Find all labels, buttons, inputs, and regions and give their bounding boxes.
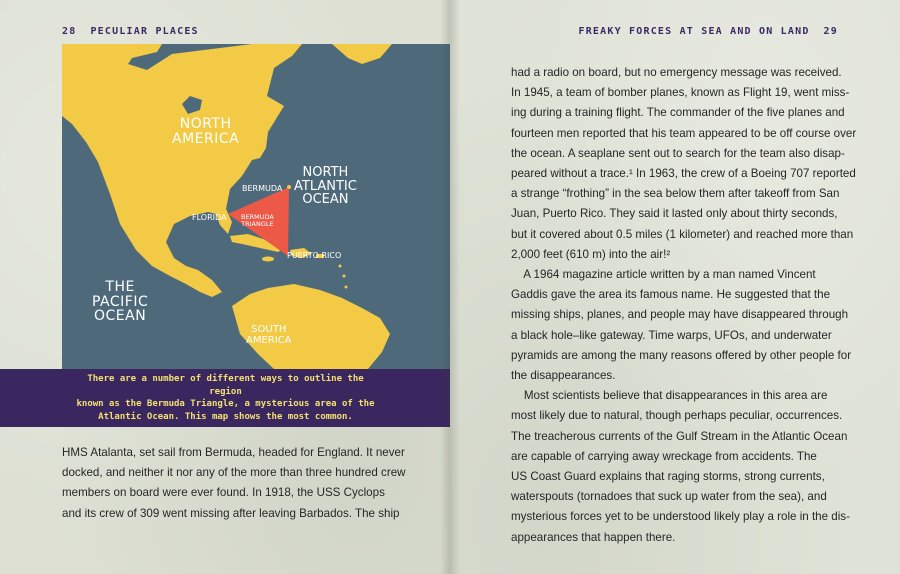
south-america-label: SOUTH AMERICA <box>246 324 292 346</box>
left-body-text <box>62 443 406 524</box>
body-line: Juan, Puerto Rico. They said it lasted only about thirty seconds, <box>511 207 838 221</box>
right-page-number: 29 <box>823 26 838 37</box>
body-line: a black hole–like gateway. Time warps, UFOs, and underwater <box>511 328 832 342</box>
right-running-title: FREAKY FORCES AT SEA AND ON LAND <box>578 26 810 37</box>
body-line: the disappearances. <box>511 369 616 383</box>
body-line: fourteen men reported that his team appeared to be off course over <box>511 126 857 140</box>
body-line: most likely due to natural, though perhaps peculiar, occurrences. <box>511 409 843 423</box>
north-america-label: NORTH AMERICA <box>172 116 240 147</box>
puerto-rico-label: PUERTO RICO <box>287 251 342 260</box>
body-line: peared without a trace.¹ In 1963, the crew of a Boeing 707 reported <box>511 167 856 181</box>
body-line: waterspouts (tornadoes that suck up water from the sea), and <box>511 490 827 504</box>
body-line: had a radio on board, but no emergency message was received. <box>511 66 842 79</box>
body-line: are capable of carrying away wreckage from accidents. The <box>511 449 817 463</box>
body-line: docked, and neither it nor any of the more than three hundred crew <box>62 466 406 480</box>
north-atlantic-label: NORTH ATLANTIC OCEAN <box>294 165 357 208</box>
book-gutter <box>440 0 460 574</box>
bermuda-marker <box>287 185 291 189</box>
map-caption <box>0 369 451 427</box>
left-running-title: PECULIAR PLACES <box>90 26 199 37</box>
body-line: pyramids are among the many reasons offered by other people for <box>511 348 852 362</box>
body-line: the ocean. A seaplane sent out to search for the team also disap- <box>511 146 845 160</box>
body-line: 2,000 feet (610 m) into the air!² <box>511 247 671 261</box>
triangle-label: BERMUDA TRIANGLE <box>241 213 274 229</box>
florida-label: FLORIDA <box>192 213 227 222</box>
body-line: Gaddis gave the area its famous name. He suggested that the <box>511 288 831 302</box>
right-running-head <box>578 26 838 37</box>
body-line: appearances that happen there. <box>511 530 676 544</box>
right-body-text <box>511 63 856 548</box>
jamaica-island <box>262 257 274 262</box>
body-line: members on board were ever found. In 1918, the USS Cyclops <box>62 486 385 500</box>
body-line: A 1964 magazine article written by a man named Vincent <box>511 268 816 282</box>
body-line: US Coast Guard explains that raging storms, strong currents, <box>511 470 825 484</box>
body-line: and its crew of 309 went missing after leaving Barbados. The ship <box>62 506 400 520</box>
bermuda-triangle-map <box>62 44 451 369</box>
body-line: The treacherous currents of the Gulf Stream in the Atlantic Ocean <box>511 429 848 443</box>
body-line: In 1945, a team of bomber planes, known as Flight 19, went miss- <box>511 86 850 100</box>
body-line: but it covered about 0.5 miles (1 kilometer) and reached more than <box>511 227 854 241</box>
body-line: ing during a training flight. The commander of the five planes and <box>511 106 845 120</box>
bermuda-label: BERMUDA <box>242 184 283 193</box>
body-line: a strange “frothing” in the sea below them after takeoff from San <box>511 187 840 201</box>
body-line: Most scientists believe that disappearances in this area are <box>511 389 828 403</box>
body-line: mysterious forces yet to be understood likely play a role in the dis- <box>511 510 850 524</box>
pacific-ocean-label: THE PACIFIC OCEAN <box>92 279 149 325</box>
body-line: missing ships, planes, and people may have disappeared through <box>511 308 849 322</box>
body-line: HMS Atalanta, set sail from Bermuda, headed for England. It never <box>62 446 405 459</box>
left-page-number: 28 <box>62 26 77 37</box>
northeast-landmass <box>332 44 392 64</box>
left-running-head <box>62 26 199 37</box>
map-caption-text: There are a number of different ways to outline the region known as the Bermuda Triangle, a mysterious area of the Atlantic Ocean. This map shows the most common. <box>76 374 375 422</box>
